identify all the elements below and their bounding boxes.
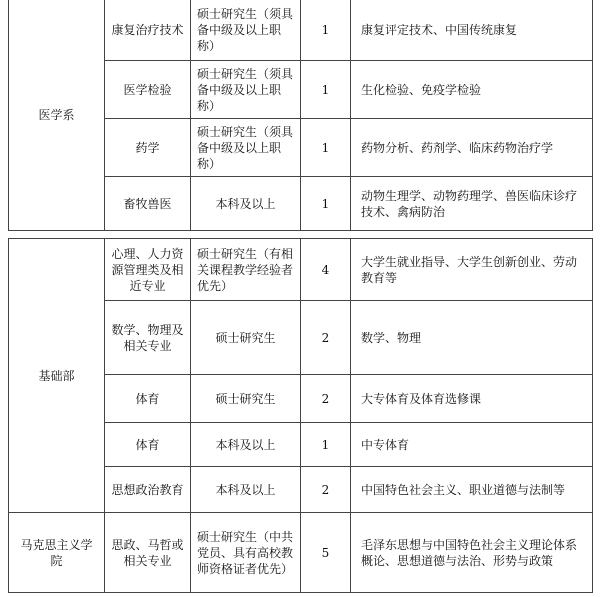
course-cell: 药物分析、药剂学、临床药物治疗学 [351,119,593,177]
major-cell: 思政、马哲或相关专业 [105,513,191,593]
requirement-cell: 硕士研究生（有相关课程教学经验者优先） [191,239,301,301]
table-row [9,513,593,593]
course-cell: 大专体育及体育选修课 [351,375,593,423]
major-cell: 体育 [105,375,191,423]
course-cell: 生化检验、免疫学检验 [351,61,593,119]
course-cell: 动物生理学、动物药理学、兽医临床诊疗技术、禽病防治 [351,177,593,231]
table-row [9,239,593,301]
course-cell: 中专体育 [351,423,593,467]
course-cell: 大学生就业指导、大学生创新创业、劳动教育等 [351,239,593,301]
requirement-cell: 本科及以上 [191,423,301,467]
count-cell: 1 [301,119,351,177]
medical-dept-table [8,0,593,231]
major-cell: 数学、物理及相关专业 [105,301,191,375]
dept-cell: 马克思主义学院 [9,513,105,593]
major-cell: 医学检验 [105,61,191,119]
major-cell: 心理、人力资源管理类及相近专业 [105,239,191,301]
count-cell: 1 [301,0,351,61]
count-cell: 4 [301,239,351,301]
count-cell: 1 [301,61,351,119]
requirement-cell: 本科及以上 [191,177,301,231]
major-cell: 体育 [105,423,191,467]
course-cell: 毛泽东思想与中国特色社会主义理论体系概论、思想道德与法治、形势与政策 [351,513,593,593]
requirement-cell: 硕士研究生（须具备中级及以上职称） [191,61,301,119]
basic-dept-table [8,238,593,593]
course-cell: 数学、物理 [351,301,593,375]
major-cell: 药学 [105,119,191,177]
requirement-cell: 硕士研究生 [191,301,301,375]
requirement-cell: 硕士研究生（须具备中级及以上职称） [191,119,301,177]
dept-cell: 基础部 [9,239,105,513]
course-cell: 中国特色社会主义、职业道德与法制等 [351,467,593,513]
count-cell: 2 [301,301,351,375]
major-cell: 思想政治教育 [105,467,191,513]
count-cell: 5 [301,513,351,593]
count-cell: 1 [301,177,351,231]
dept-cell: 医学系 [9,0,105,231]
course-cell: 康复评定技术、中国传统康复 [351,0,593,61]
count-cell: 2 [301,467,351,513]
requirement-cell: 硕士研究生 [191,375,301,423]
count-cell: 2 [301,375,351,423]
count-cell: 1 [301,423,351,467]
major-cell: 畜牧兽医 [105,177,191,231]
major-cell: 康复治疗技术 [105,0,191,61]
requirement-cell: 硕士研究生（须具备中级及以上职称） [191,0,301,61]
requirement-cell: 本科及以上 [191,467,301,513]
requirement-cell: 硕士研究生（中共党员、具有高校教师资格证者优先） [191,513,301,593]
table-row [9,0,593,61]
